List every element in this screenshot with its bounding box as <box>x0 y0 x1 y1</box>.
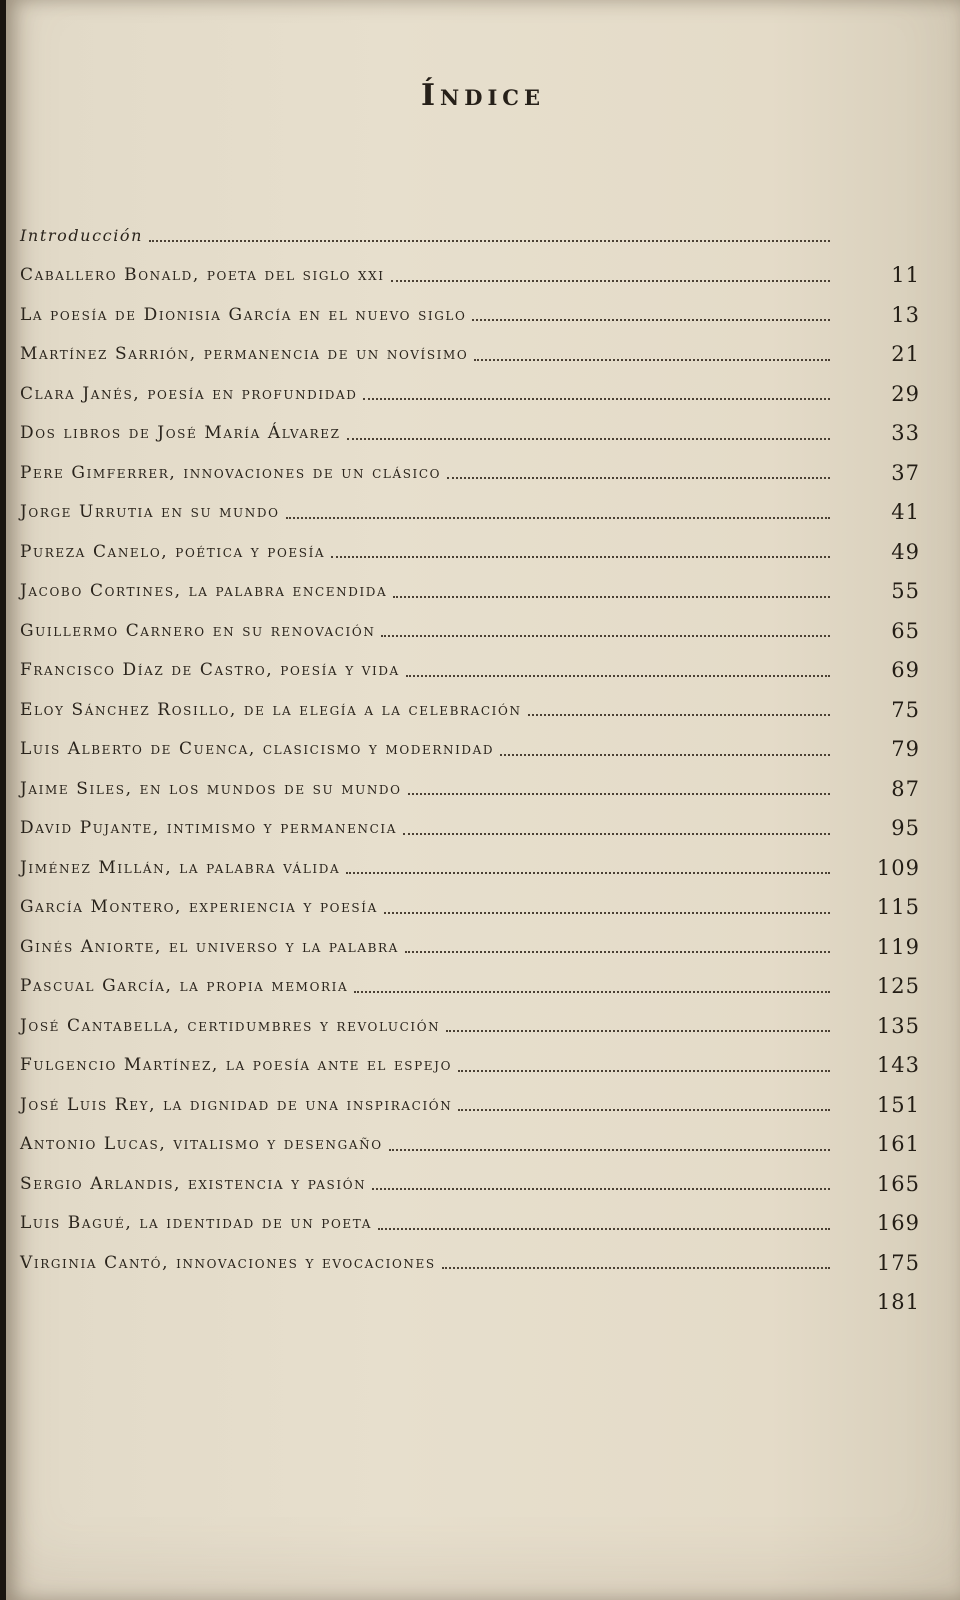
dot-leader <box>372 1187 830 1190</box>
toc-entry <box>20 1125 920 1165</box>
toc-entry <box>20 335 920 375</box>
toc-entry-title: Pascual García, la propia memoria <box>20 976 349 997</box>
dot-leader <box>391 279 830 282</box>
toc-entry-page-number: 151 <box>876 1092 920 1117</box>
dot-leader <box>406 674 830 677</box>
dot-leader <box>408 792 830 795</box>
toc-entry-page-number: 49 <box>891 539 920 564</box>
toc-entry-title: Francisco Díaz de Castro, poesía y vida <box>20 660 400 681</box>
dot-leader <box>347 437 830 440</box>
toc-entry-title: José Luis Rey, la dignidad de una inspiración <box>20 1094 453 1115</box>
toc-entry <box>20 256 920 296</box>
toc-entry <box>20 927 920 967</box>
toc-entry <box>20 532 920 572</box>
toc-entry-page-number: 69 <box>891 658 920 683</box>
toc-entry-page-number: 87 <box>891 776 920 801</box>
toc-entry <box>20 1046 920 1086</box>
toc-entry-page-number: 95 <box>891 816 920 841</box>
toc-entry <box>20 730 920 770</box>
toc-entry <box>20 295 920 335</box>
toc-entry-page-number: 55 <box>891 579 920 604</box>
dot-leader <box>472 318 830 321</box>
toc-entry-title: Guillermo Carnero en su renovación <box>20 620 376 641</box>
toc-entry <box>20 1283 920 1323</box>
page-title: Índice <box>421 78 545 114</box>
toc-entry-title: José Cantabella, certidumbres y revolución <box>20 1015 441 1036</box>
toc-entry <box>20 611 920 651</box>
dot-leader <box>403 832 830 835</box>
dot-leader <box>149 239 830 242</box>
dot-leader <box>381 634 830 637</box>
dot-leader <box>389 1148 830 1151</box>
toc-entry-page-number: 29 <box>891 381 920 406</box>
toc-entry-title: Luis Bagué, la identidad de un poeta <box>20 1213 372 1234</box>
toc-entry <box>20 1085 920 1125</box>
toc-entry-title: David Pujante, intimismo y permanencia <box>20 818 397 839</box>
toc-entry-title: Introducción <box>20 226 144 246</box>
dot-leader <box>378 1227 830 1230</box>
dot-leader <box>346 871 830 874</box>
toc-entry-title: Fulgencio Martínez, la poesía ante el espejo <box>20 1055 453 1076</box>
toc-entry-title: Antonio Lucas, vitalismo y desengaño <box>20 1134 383 1155</box>
toc-entry-title: Sergio Arlandis, existencia y pasión <box>20 1173 367 1194</box>
dot-leader <box>363 397 830 400</box>
toc-entry-page-number: 65 <box>891 618 920 643</box>
toc-entry <box>20 848 920 888</box>
toc-entry-title: La poesía de Dionisia García en el nuevo siglo <box>20 304 467 325</box>
toc-entry-page-number: 79 <box>891 737 920 762</box>
toc-entry-page-number: 125 <box>876 974 920 999</box>
dot-leader <box>528 713 830 716</box>
toc-entry <box>20 1006 920 1046</box>
toc-entry-page-number: 175 <box>876 1250 920 1275</box>
toc-entry <box>20 690 920 730</box>
toc-entry-title: Jorge Urrutia en su mundo <box>20 502 280 523</box>
toc-entry-title: Jiménez Millán, la palabra válida <box>20 857 341 878</box>
dot-leader <box>474 358 830 361</box>
dot-leader <box>446 1029 830 1032</box>
toc-entry-page-number: 75 <box>891 697 920 722</box>
toc-entry-page-number: 11 <box>891 263 920 288</box>
toc-entry-page-number: 13 <box>891 302 920 327</box>
toc-entry <box>20 888 920 928</box>
toc-entry-page-number: 135 <box>876 1013 920 1038</box>
dot-leader <box>458 1108 830 1111</box>
toc-entry-page-number: 143 <box>876 1053 920 1078</box>
toc-entry <box>20 216 920 256</box>
dot-leader <box>405 950 830 953</box>
toc-entry <box>20 1164 920 1204</box>
dot-leader <box>447 476 830 479</box>
toc-entry <box>20 374 920 414</box>
toc-entry-page-number: 161 <box>876 1132 920 1157</box>
toc-entry-title: Clara Janés, poesía en profundidad <box>20 383 358 404</box>
toc-entry-page-number: 109 <box>876 855 920 880</box>
book-page <box>6 0 960 1600</box>
toc-entry-title: Jacobo Cortines, la palabra encendida <box>20 581 388 602</box>
toc-entry-page-number: 115 <box>876 895 920 920</box>
toc-entry-page-number: 181 <box>876 1290 920 1315</box>
toc-entry-title: Luis Alberto de Cuenca, clasicismo y modernidad <box>20 739 495 760</box>
toc-entry-page-number: 165 <box>876 1171 920 1196</box>
toc-entry <box>20 769 920 809</box>
toc-entry <box>20 414 920 454</box>
toc-entry-page-number: 41 <box>891 500 920 525</box>
dot-leader <box>331 555 830 558</box>
toc-entry-title: Eloy Sánchez Rosillo, de la elegía a la celebración <box>20 699 522 720</box>
dot-leader <box>354 990 830 993</box>
toc-entry-page-number: 119 <box>876 934 920 959</box>
toc-entry-page-number: 37 <box>891 460 920 485</box>
toc-entry-title: García Montero, experiencia y poesía <box>20 897 378 918</box>
toc-entry <box>20 967 920 1007</box>
toc-entry <box>20 1204 920 1244</box>
toc-entry-page-number: 169 <box>876 1211 920 1236</box>
dot-leader <box>384 911 830 914</box>
toc-entry-page-number: 21 <box>891 342 920 367</box>
toc-entry <box>20 493 920 533</box>
toc-entry-page-number: 33 <box>891 421 920 446</box>
dot-leader <box>393 595 830 598</box>
dot-leader <box>442 1266 830 1269</box>
toc-entry-title: Pere Gimferrer, innovaciones de un clásico <box>20 462 442 483</box>
toc-entry-title: Dos libros de José María Álvarez <box>20 423 341 444</box>
toc-entry-title: Ginés Aniorte, el universo y la palabra <box>20 936 399 957</box>
toc-entry-title: Pureza Canelo, poética y poesía <box>20 541 326 562</box>
toc-entry <box>20 1243 920 1283</box>
dot-leader <box>286 516 830 519</box>
dot-leader <box>458 1069 830 1072</box>
toc-entry-title: Caballero Bonald, poeta del siglo xxi <box>20 265 385 286</box>
toc-entry <box>20 809 920 849</box>
toc-entry <box>20 453 920 493</box>
dot-leader <box>500 753 830 756</box>
toc-entry-title: Virginia Cantó, innovaciones y evocaciones <box>20 1252 436 1273</box>
toc-entry <box>20 572 920 612</box>
toc-entry-title: Martínez Sarrión, permanencia de un novísimo <box>20 344 469 365</box>
toc-entry-title: Jaime Siles, en los mundos de su mundo <box>20 778 402 799</box>
table-of-contents <box>20 216 920 1322</box>
toc-entry <box>20 651 920 691</box>
